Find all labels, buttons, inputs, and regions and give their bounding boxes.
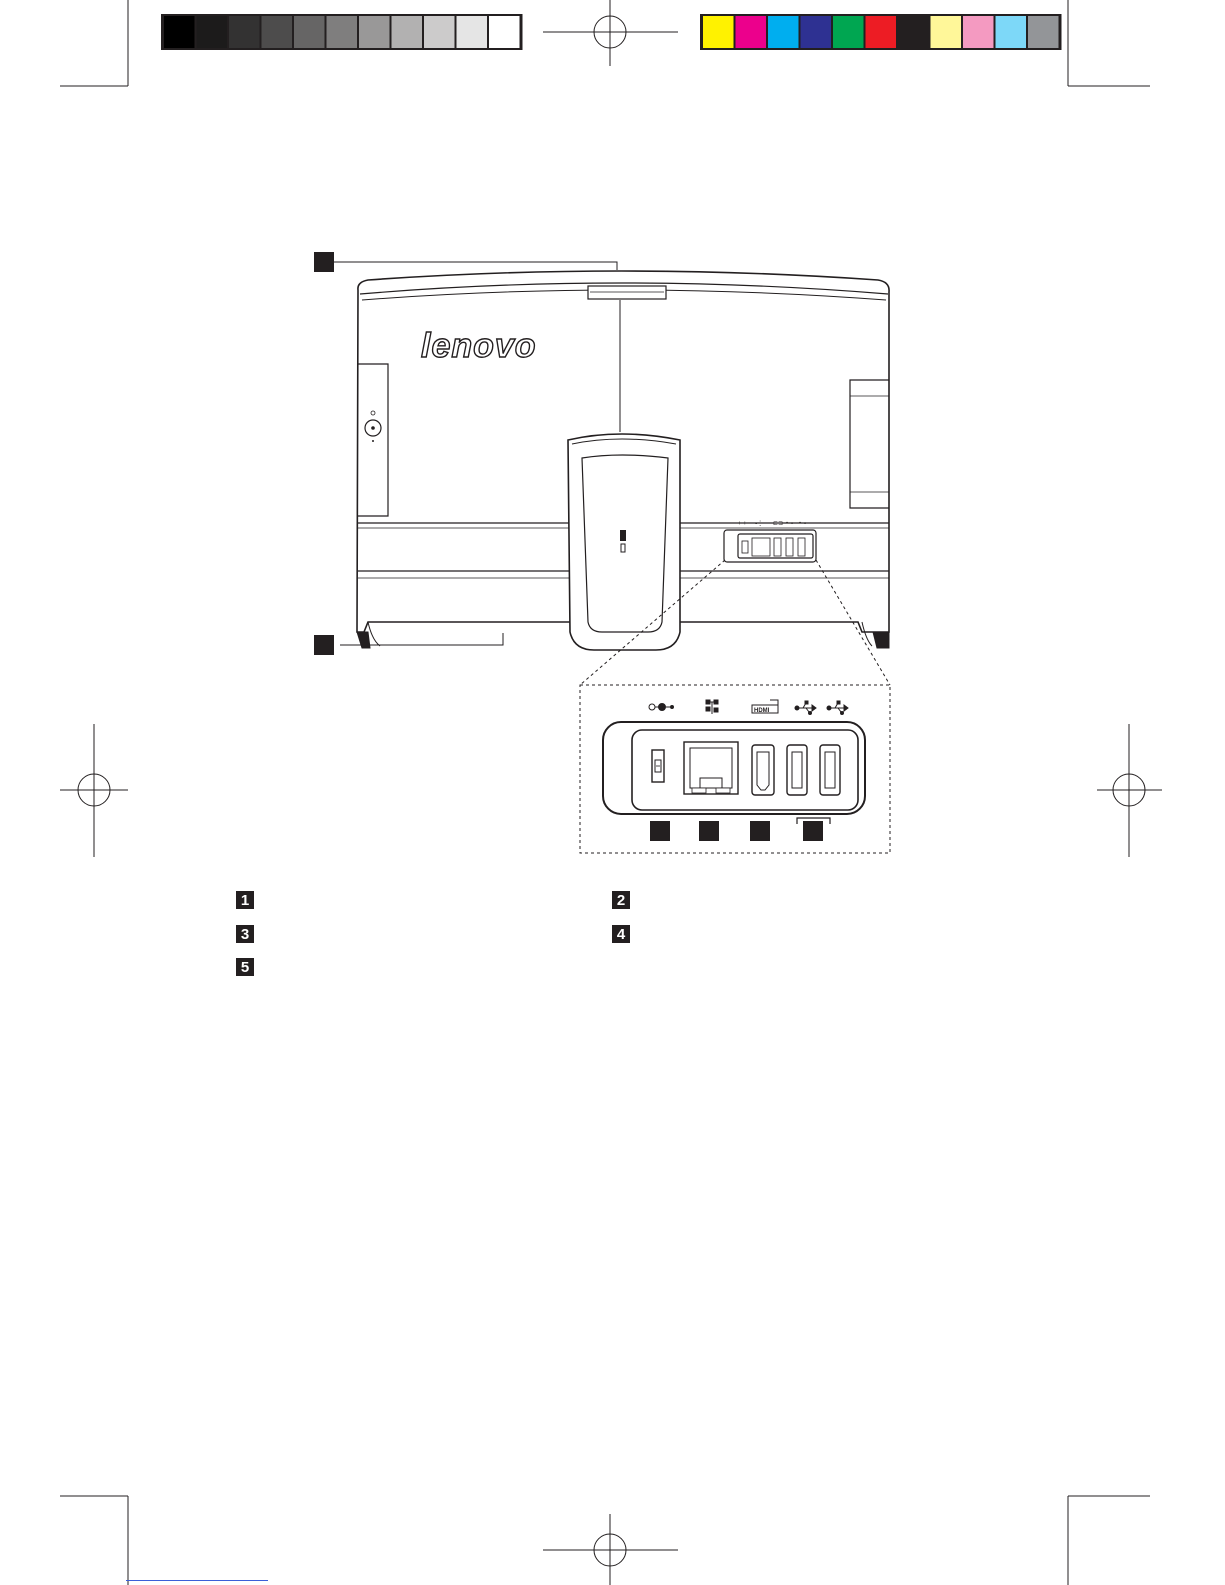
process-color-swatch: [898, 16, 929, 48]
grayscale-swatch: [392, 16, 423, 48]
svg-text:▪⋮: ▪⋮: [755, 521, 764, 527]
usb-icon: [795, 701, 816, 715]
svg-text:+ +: + +: [738, 521, 747, 527]
footer-link-underline: [126, 1580, 268, 1581]
svg-text:⊏⊐: ⊏⊐: [773, 521, 784, 527]
process-color-bar: [700, 14, 1062, 50]
process-color-swatch: [963, 16, 994, 48]
power-port: [652, 750, 664, 782]
process-color-swatch: [703, 16, 734, 48]
process-color-swatch: [736, 16, 767, 48]
registration-target-right: [1097, 724, 1162, 857]
grayscale-swatch: [197, 16, 228, 48]
legend-number: 2: [612, 891, 630, 909]
port-icons-row: [649, 700, 848, 715]
grayscale-swatch: [359, 16, 390, 48]
svg-text:•⊸: •⊸: [786, 521, 794, 527]
grayscale-swatch: [424, 16, 455, 48]
process-color-swatch: [866, 16, 897, 48]
process-color-swatch: [996, 16, 1027, 48]
legend-number: 5: [236, 958, 254, 976]
legend-item-3: [236, 925, 264, 943]
kensington-lock-icon: [620, 530, 626, 541]
power-connector-icon: [649, 704, 674, 711]
grayscale-swatch: [489, 16, 520, 48]
port-callout-2: [699, 821, 719, 841]
hdmi-icon: [752, 700, 778, 714]
process-color-swatch: [801, 16, 832, 48]
ethernet-port: [684, 742, 738, 794]
registration-target-top: [543, 0, 678, 66]
legend-item-4: [612, 925, 640, 943]
process-color-swatch: [768, 16, 799, 48]
port-callout-4: [803, 821, 823, 841]
grayscale-swatch: [294, 16, 325, 48]
hdmi-port: [752, 745, 774, 795]
grayscale-swatch: [327, 16, 358, 48]
svg-text:HDMI: HDMI: [754, 708, 770, 714]
stand: [568, 434, 680, 650]
usb-icon: [827, 701, 848, 715]
grayscale-swatch: [457, 16, 488, 48]
usb-port-2: [820, 745, 840, 795]
usb-port-1: [787, 745, 807, 795]
registration-target-bottom: [543, 1514, 678, 1585]
legend-number: 1: [236, 891, 254, 909]
process-color-swatch: [833, 16, 864, 48]
ethernet-icon: [706, 700, 718, 714]
port-callout-3: [750, 821, 770, 841]
legend-number: 3: [236, 925, 254, 943]
lenovo-logo: lenovo: [421, 327, 537, 365]
legend-number: 4: [612, 925, 630, 943]
grayscale-swatch: [164, 16, 195, 48]
legend-item-2: [612, 891, 640, 909]
grayscale-swatch: [229, 16, 260, 48]
callout-box-top: [314, 252, 334, 272]
port-callout-1: [650, 821, 670, 841]
process-color-swatch: [931, 16, 962, 48]
callout-box-bottom: [314, 635, 334, 655]
registration-target-left: [60, 724, 128, 857]
svg-text:•⊸: •⊸: [799, 521, 807, 527]
grayscale-color-bar: [161, 14, 523, 50]
legend-item-1: [236, 891, 264, 909]
grayscale-swatch: [262, 16, 293, 48]
process-color-swatch: [1028, 16, 1059, 48]
legend-item-5: [236, 958, 264, 976]
